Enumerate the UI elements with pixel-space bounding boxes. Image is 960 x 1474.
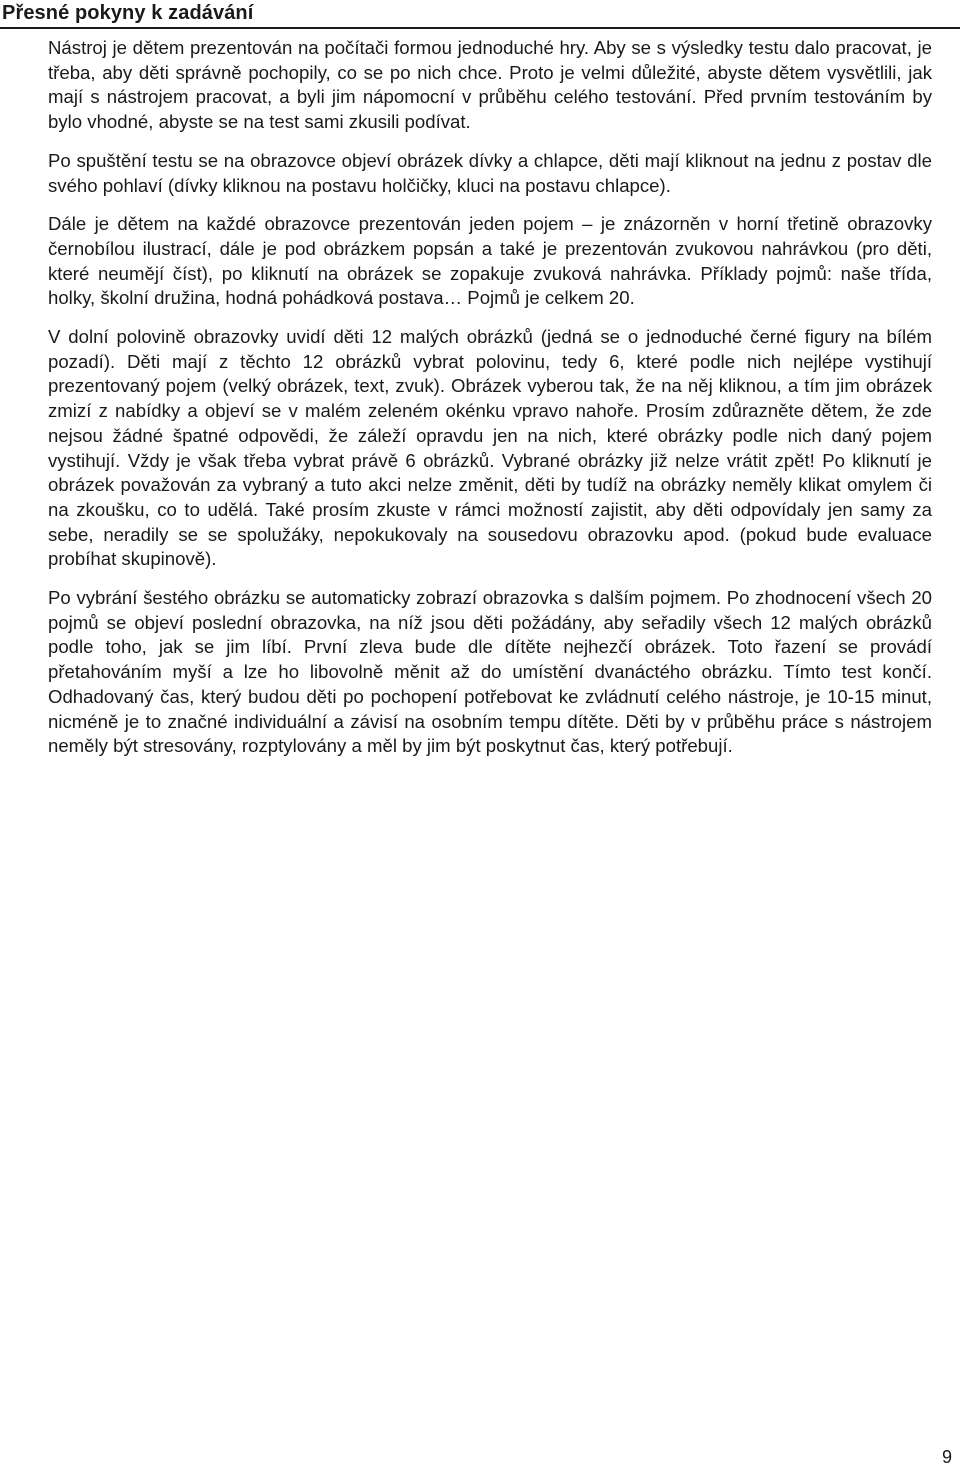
paragraph-intro: Nástroj je dětem prezentován na počítači formou jednoduché hry. Aby se s výsledky testu dalo pracovat, je třeba, aby děti správně pochopily, co se po nich chce. Proto je velmi důležité, abyste dětem vysvětlili, jak mají s nástrojem pracovat, a byli jim nápomocní v průběhu celého testování. Před prvním testováním by bylo vhodné, abyste se na test sami zkusili podívat.: [48, 37, 932, 133]
paragraph-final-screen: Po vybrání šestého obrázku se automaticky zobrazí obrazovka s dalším pojmem. Po zhodnocení všech 20 pojmů se objeví poslední obrazovka, na níž jsou děti požádány, aby seřadily všech 12 malých obrázků podle toho, jak se jim líbí. První zleva bude dle dítěte nejhezčí obrázek. Toto řazení se provádí přetahováním myší a lze ho libovolně měnit až do umístění dvanáctého obrázku. Tímto test končí. Odhadovaný čas, který budou děti po pochopení potřebovat ke zvládnutí celého nástroje, je 10-15 minut, nicméně je to značné individuální a závisí na osobním tempu dítěte. Děti by v průběhu práce s nástrojem neměly být stresovány, rozptylovány a měl by jim být poskytnut čas, který potřebují.: [48, 587, 932, 757]
paragraph-start-screen: Po spuštění testu se na obrazovce objeví obrázek dívky a chlapce, děti mají kliknout na jednu z postav dle svého pohlaví (dívky kliknou na postavu holčičky, kluci na postavu chlapce).: [48, 149, 932, 196]
section-heading: Přesné pokyny k zadávání: [2, 2, 254, 24]
body-text: [48, 36, 932, 773]
paragraph-picture-selection: V dolní polovině obrazovky uvidí děti 12 malých obrázků (jedná se o jednoduché černé figury na bílém pozadí). Děti mají z těchto 12 obrázků vybrat polovinu, tedy 6, které podle nich nejlépe vystihují prezentovaný pojem (velký obrázek, text, zvuk). Obrázek vyberou tak, že na něj kliknou, a tím jim obrázek zmizí z nabídky a objeví se v malém zeleném okénku vpravo nahoře. Prosím zdůrazněte dětem, že zde nejsou žádné špatné odpovědi, že záleží opravdu jen na nich, které obrázky podle nich daný pojem vystihují. Vždy je však třeba vybrat právě 6 obrázků. Vybrané obrázky již nelze vrátit zpět! Po kliknutí je obrázek považován za vybraný a tuto akci nelze změnit, děti by tudíž na obrázky neměly klikat omylem či na zkoušku, co to udělá. Také prosím zkuste v rámci možností zajistit, aby děti odpovídaly jen samy za sebe, neradily se se spolužáky, nepokukovaly na sousedovu obrazovku apod. (pokud bude evaluace probíhat skupinově).: [48, 326, 932, 570]
page-number: 9: [941, 1447, 952, 1467]
paragraph-concept-screen: Dále je dětem na každé obrazovce prezentován jeden pojem – je znázorněn v horní třetině obrazovky černobílou ilustrací, dále je pod obrázkem popsán a také je prezentován zvukovou nahrávkou (pro děti, které neumějí číst), po kliknutí na obrázek se zopakuje zvuková nahrávka. Příklady pojmů: naše třída, holky, školní družina, hodná pohádková postava… Pojmů je celkem 20.: [48, 213, 932, 309]
heading-underline: [0, 27, 960, 29]
